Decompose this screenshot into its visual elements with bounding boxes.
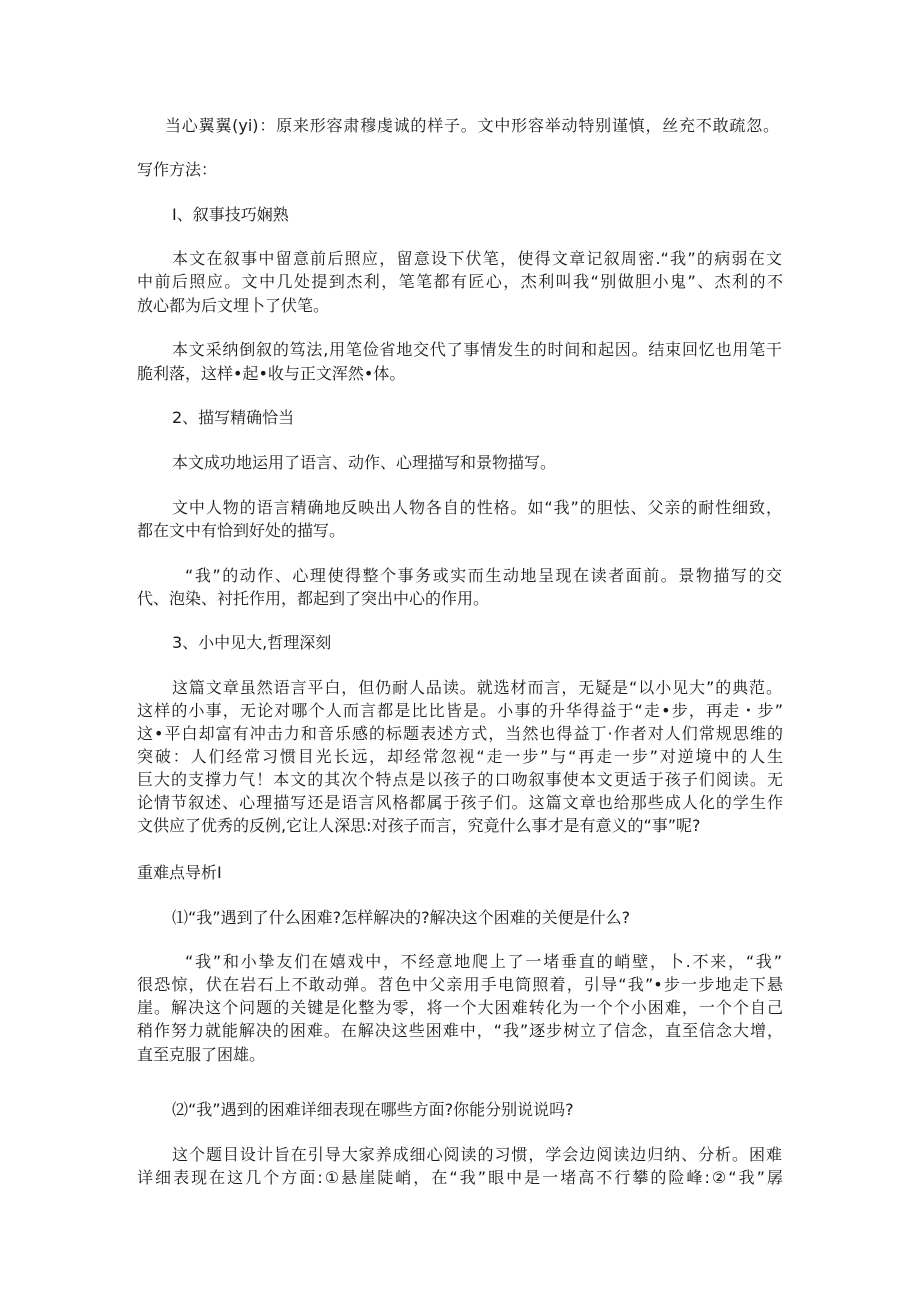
answer-2-line-1: 这个题目设计旨在引导大家养成细心阅读的习惯，学会边阅读边归纳、分析。困难	[172, 1145, 782, 1164]
heading-writing-method: 写作方法：	[137, 160, 218, 179]
paragraph-small-big-line-1: 这篇文章虽然语言平白，但仍耐人品读。就选材而言，无疑是“以小见大”的典范。	[172, 678, 782, 697]
paragraph-small-big-line-2: 这样的小事，无论对哪个人而言都是比比皆是。小事的升华得益于“走•步，再走・步”	[137, 701, 783, 720]
paragraph-small-big-line-4: 突破：人们经常习惯目光长远，却经常忽视“走一步”与“再走一步”对逆境中的人生	[137, 747, 783, 766]
paragraph-small-big-line-5: 巨大的支撑力气！本文的其次个特点是以孩子的口吻叙事使本文更适于孩子们阅读。无	[137, 770, 783, 789]
paragraph-flashback-line-2: 脆利落，这样•起•收与正文浑然•体。	[137, 364, 406, 383]
heading-small-big: 3、小中见大,哲理深刻	[172, 633, 332, 652]
paragraph-small-big-line-3: 这•平白却富有冲击力和音乐感的标题表述方式，当然也得益丁·作者对人们常规思维的	[137, 724, 783, 743]
paragraph-small-big-line-7: 文供应了优秀的反例,它让人深思:对孩子而言，究竟什么事才是有意义的“事”呢?	[137, 816, 701, 835]
answer-2-line-2: 详细表现在这几个方面:①悬崖陡峭，在“我”眼中是一堵高不行攀的险峰:②“我”孱	[137, 1168, 783, 1187]
paragraph-description-methods: 本文成功地运用了语言、动作、心理描写和景物描写。	[172, 453, 557, 472]
paragraph-small-big-line-6: 论情节叙述、心理描写还是语言风格都属于孩子们。这篇文章也给那些成人化的学生作	[137, 793, 783, 812]
paragraph-foreshadow-line-2: 中前后照应。文中几处提到杰利，笔笔都有匠心，杰利叫我“别做胆小鬼”、杰利的不	[137, 272, 783, 291]
heading-description-precise: 2、描写精确恰当	[172, 408, 295, 427]
heading-key-points: 重难点导析I	[137, 863, 222, 882]
paragraph-action-line-1: “我”的动作、心理使得整个事务或实而生动地呈现在读者面前。景物描写的交	[185, 566, 782, 585]
answer-1-line-4: 稍作努力就能解决的困难。在解决这些困难中，“我”逐步树立了信念，直至信念大增，	[137, 1021, 783, 1040]
answer-1-line-3: 崖。解决这个问题的关键是化整为零，将一个大困难转化为一个个小困难，一个个自己	[137, 998, 783, 1017]
paragraph-foreshadow-line-3: 放心都为后文埋卜了伏笔。	[137, 296, 330, 315]
paragraph-language-line-1: 文中人物的语言精确地反映出人物各自的性格。如“我”的胆怯、父亲的耐性细致，	[172, 498, 782, 517]
question-2: ⑵“我”遇到的困难详细表现在哪些方面?你能分别说说吗?	[172, 1100, 574, 1119]
paragraph-flashback-line-1: 本文采纳倒叙的笃法,用笔俭省地交代了事情发生的时间和起因。结束回忆也用笔干	[172, 340, 782, 359]
answer-1-line-2: 很恐惊，伏在岩石上不敢动弹。苕色中父亲用手电筒照着，引导“我”•步一步地走下悬	[137, 975, 783, 994]
paragraph-xiaoxin-yiyi: 当心翼翼(yi)：原来形容肃穆虔诚的样子。文中形容举动特别谨慎，丝充不敢疏忽。	[165, 116, 779, 135]
paragraph-language-line-2: 都在文中有恰到好处的描写。	[137, 521, 346, 540]
answer-1-line-1: “我”和小挚友们在嬉戏中，不经意地爬上了一堵垂直的峭壁，卜.不来，“我”	[185, 952, 782, 971]
paragraph-foreshadow-line-1: 本文在叙事中留意前后照应，留意设下伏笔，使得文章记叙周密.“我”的病弱在文	[172, 249, 782, 268]
answer-1-line-5: 直至克服了困雄。	[137, 1045, 266, 1064]
paragraph-action-line-2: 代、泡染、衬托作用，都起到了突出中心的作用。	[137, 589, 490, 608]
question-1: ⑴“我”遇到了什么困难?怎样解决的?解决这个困难的关便是什么?	[172, 908, 631, 927]
heading-narrative-skill: I、叙事技巧娴熟	[172, 205, 289, 224]
